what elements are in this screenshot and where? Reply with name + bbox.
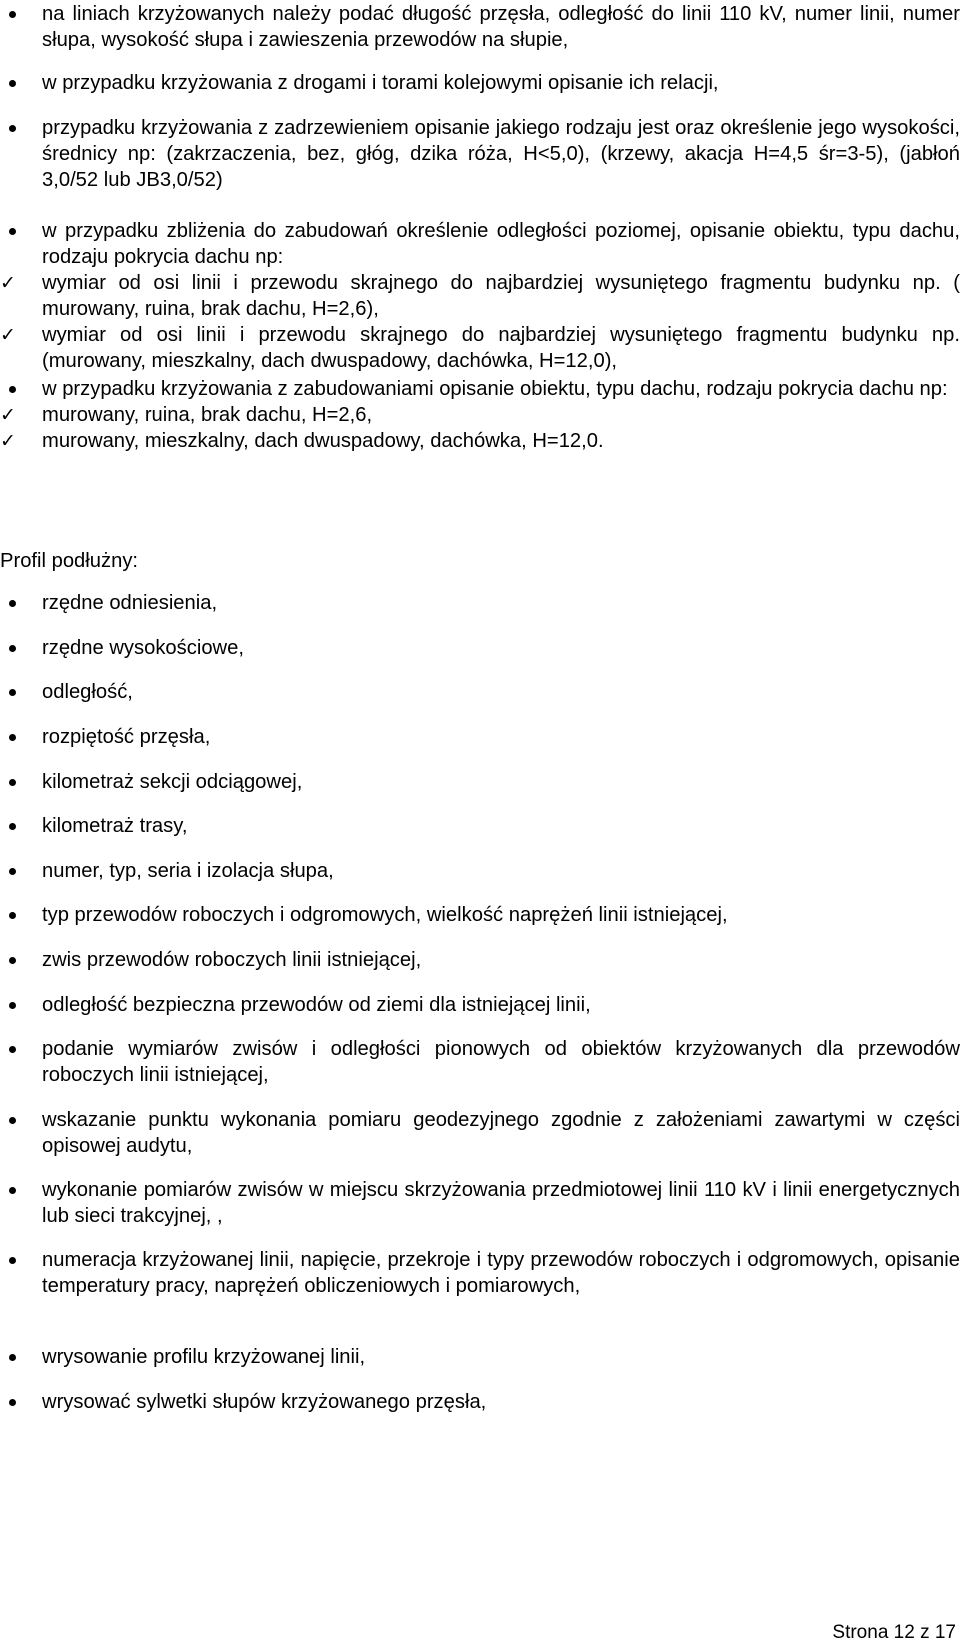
bullet-dot-icon	[9, 1187, 16, 1194]
list-item-text: numer, typ, seria i izolacja słupa,	[42, 860, 334, 882]
checklist-item	[0, 428, 960, 454]
bullet-dot-icon	[9, 1399, 16, 1406]
list-item	[0, 1107, 960, 1159]
list-item	[0, 902, 960, 928]
list-item-text: na liniach krzyżowanych należy podać długość przęsła, odległość do linii 110 kV, numer linii, numer słupa, wysokość słupa i zawieszenia przewodów na słupie,	[42, 3, 960, 51]
checkmark-icon: ✓	[0, 272, 16, 294]
list-item-text: numeracja krzyżowanej linii, napięcie, przekroje i typy przewodów roboczych i odgromowych, opisanie temperatury pracy, naprężeń obliczeniowych i pomiarowych,	[42, 1249, 960, 1297]
bullet-dot-icon	[9, 689, 16, 696]
list-item-text: wykonanie pomiarów zwisów w miejscu skrzyżowania przedmiotowej linii 110 kV i linii energetycznych lub sieci trakcyjnej, ,	[42, 1179, 960, 1227]
list-item	[0, 992, 960, 1018]
bullet-dot-icon	[9, 868, 16, 875]
list-item	[0, 1247, 960, 1299]
list-item	[0, 1177, 960, 1229]
bullet-dot-icon	[9, 80, 16, 87]
bullet-dot-icon	[9, 125, 16, 132]
bullet-dot-icon	[9, 823, 16, 830]
bullet-dot-icon	[9, 1117, 16, 1124]
checklist-item-text: wymiar od osi linii i przewodu skrajnego do najbardziej wysuniętego fragmentu budynku np. ( murowany, ruina, brak dachu, H=2,6),	[42, 272, 960, 320]
list-item-text: kilometraż trasy,	[42, 815, 188, 837]
list-item-text: kilometraż sekcji odciągowej,	[42, 771, 303, 793]
list-item	[0, 115, 960, 193]
list-item-text: odległość bezpieczna przewodów od ziemi dla istniejącej linii,	[42, 994, 591, 1016]
list-item	[0, 813, 960, 839]
bullet-dot-icon	[9, 228, 16, 235]
list-item	[0, 724, 960, 750]
checklist	[0, 402, 960, 454]
list-item-text: odległość,	[42, 681, 133, 703]
checklist-item	[0, 402, 960, 428]
list-item-text: rzędne odniesienia,	[42, 592, 218, 614]
checklist-item-text: wymiar od osi linii i przewodu skrajnego do najbardziej wysuniętego fragmentu budynku np.(murowany, mieszkalny, dach dwuspadowy, dachówka, H=12,0),	[42, 324, 960, 372]
bullet-dot-icon	[9, 386, 16, 393]
checklist-item-text: murowany, ruina, brak dachu, H=2,6,	[42, 404, 373, 426]
list-item	[0, 218, 960, 374]
list-item-text: rzędne wysokościowe,	[42, 637, 244, 659]
bullet-dot-icon	[9, 957, 16, 964]
list-item-text: zwis przewodów roboczych linii istniejącej,	[42, 949, 422, 971]
list-item-text: podanie wymiarów zwisów i odległości pionowych od obiektów krzyżowanych dla przewodów roboczych linii istniejącej,	[42, 1038, 960, 1086]
list-item-text: w przypadku zbliżenia do zabudowań określenie odległości poziomej, opisanie obiektu, typu dachu, rodzaju pokrycia dachu np:	[42, 220, 960, 268]
list-item-text: wrysowanie profilu krzyżowanej linii,	[42, 1346, 366, 1368]
list-item	[0, 1389, 960, 1415]
checkmark-icon: ✓	[0, 404, 16, 426]
list-item	[0, 635, 960, 661]
bullet-dot-icon	[9, 600, 16, 607]
checklist-item	[0, 322, 960, 374]
bullet-dot-icon	[9, 1046, 16, 1053]
list-item-text: rozpiętość przęsła,	[42, 726, 211, 748]
checklist-item-text: murowany, mieszkalny, dach dwuspadowy, dachówka, H=12,0.	[42, 430, 604, 452]
page-number: Strona 12 z 17	[832, 1622, 956, 1643]
list-item	[0, 679, 960, 705]
list-item-text: wskazanie punktu wykonania pomiaru geodezyjnego zgodnie z założeniami zawartymi w części opisowej audytu,	[42, 1109, 960, 1157]
list-item-text: wrysować sylwetki słupów krzyżowanego przęsła,	[42, 1391, 487, 1413]
bullet-dot-icon	[9, 11, 16, 18]
list-item-text: typ przewodów roboczych i odgromowych, wielkość naprężeń linii istniejącej,	[42, 904, 728, 926]
section-heading: Profil podłużny:	[0, 550, 139, 572]
checklist	[0, 270, 960, 374]
list-item	[0, 1, 960, 53]
list-item-text: przypadku krzyżowania z zadrzewieniem opisanie jakiego rodzaju jest oraz określenie jego wysokości, średnicy np: (zakrzaczenia, bez, głóg, dzika róża, H<5,0), (krzewy, akacja H=4,5 śr=3-5), (jabłoń 3,0/52 lub JB3,0/52)	[42, 117, 960, 191]
bullet-dot-icon	[9, 645, 16, 652]
list-item-text: w przypadku krzyżowania z drogami i torami kolejowymi opisanie ich relacji,	[42, 72, 719, 94]
list-item	[0, 590, 960, 616]
bullet-dot-icon	[9, 779, 16, 786]
list-item	[0, 376, 960, 454]
list-item	[0, 1344, 960, 1370]
list-item	[0, 947, 960, 973]
bullet-dot-icon	[9, 912, 16, 919]
list-item	[0, 769, 960, 795]
bullet-dot-icon	[9, 1257, 16, 1264]
bullet-dot-icon	[9, 1002, 16, 1009]
checklist-item	[0, 270, 960, 322]
bullet-dot-icon	[9, 734, 16, 741]
checkmark-icon: ✓	[0, 324, 16, 346]
list-item	[0, 70, 960, 96]
bullet-dot-icon	[9, 1354, 16, 1361]
checkmark-icon: ✓	[0, 430, 16, 452]
list-item	[0, 1036, 960, 1088]
list-item-text: w przypadku krzyżowania z zabudowaniami opisanie obiektu, typu dachu, rodzaju pokrycia dachu np:	[42, 378, 948, 400]
list-item	[0, 858, 960, 884]
